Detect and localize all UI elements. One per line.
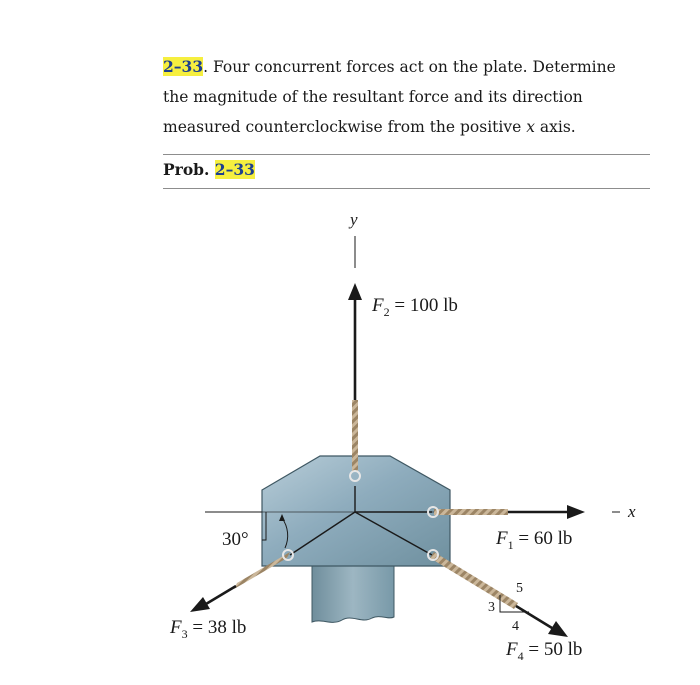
y-axis	[348, 210, 358, 268]
problem-axis-variable: x	[526, 118, 535, 136]
f2-subscript: 2	[383, 305, 390, 319]
angle-label: 30°	[222, 529, 249, 550]
f3-symbol: F	[170, 617, 182, 638]
x-axis-label: x	[628, 502, 636, 521]
f4-value: = 50 lb	[523, 639, 583, 660]
slope-hyp-label: 5	[516, 581, 523, 596]
f1-arrowhead	[567, 505, 585, 519]
problem-text-part2: axis.	[534, 118, 576, 136]
y-axis-label: y	[350, 210, 358, 229]
f1-value: = 60 lb	[513, 528, 573, 549]
force-f3	[169, 550, 293, 641]
force-f1	[428, 505, 585, 552]
force-f2	[348, 283, 458, 481]
support-post	[312, 565, 394, 622]
f4-arrowhead	[548, 621, 568, 637]
f2-label	[371, 295, 458, 319]
problem-text-part1: . Four concurrent forces act on the plate. Determine the magnitude of the resultant force and its direction measured counterclockwise from the positive	[163, 58, 616, 136]
f1-rope	[434, 509, 508, 515]
f4-label	[505, 639, 582, 663]
problem-number: 2–33	[163, 57, 204, 76]
slope-run-label: 4	[512, 619, 519, 634]
figure-caption-prefix: Prob.	[163, 160, 215, 179]
f2-rope	[352, 400, 358, 472]
f4-subscript: 4	[517, 649, 524, 663]
f4-rope	[430, 552, 518, 609]
f3-value: = 38 lb	[187, 617, 247, 638]
figure-caption-number: 2–33	[214, 160, 255, 179]
f1-symbol: F	[496, 528, 508, 549]
f4-symbol: F	[506, 639, 518, 660]
f3-label	[169, 617, 246, 641]
f1-label	[495, 528, 572, 552]
f2-arrowhead	[348, 283, 362, 300]
f1-subscript: 1	[507, 538, 514, 552]
slope-rise-label: 3	[488, 600, 495, 615]
f2-value: = 100 lb	[389, 295, 458, 316]
force-f4	[428, 550, 582, 663]
f3-arrowhead	[190, 597, 210, 612]
f3-subscript: 3	[181, 627, 188, 641]
f2-symbol: F	[372, 295, 384, 316]
